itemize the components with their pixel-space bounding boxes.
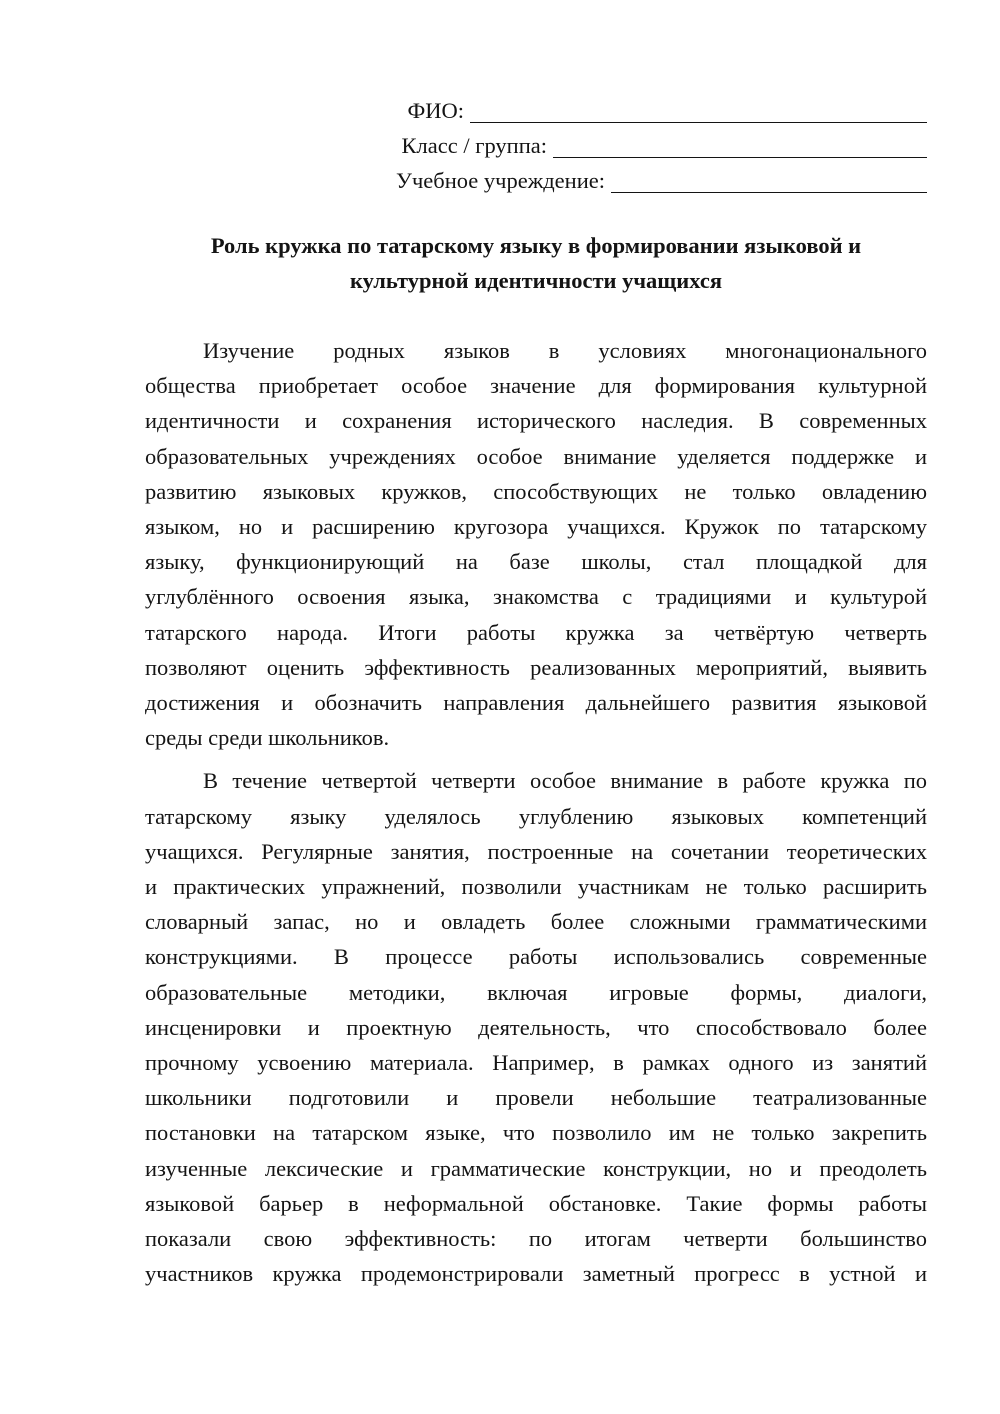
paragraph-2 [145, 763, 927, 1291]
text-line: конструкциями. В процессе работы использовались современные [145, 944, 927, 970]
document-title [145, 228, 927, 298]
class-field-row [327, 128, 927, 163]
fio-field-row [327, 93, 927, 128]
text-line: В течение четвертой четверти особое внимание в работе кружка по [203, 768, 927, 794]
fio-label: ФИО: [407, 98, 464, 123]
text-line: языку, функционирующий на базе школы, стал площадкой для [145, 549, 927, 575]
text-line: прочному усвоению материала. Например, в рамках одного из занятий [145, 1050, 927, 1076]
text-line: Изучение родных языков в условиях многонационального [203, 338, 927, 363]
text-line: участников кружка продемонстрировали заметный прогресс в устной и [145, 1261, 927, 1287]
institution-label: Учебное учреждение: [396, 168, 605, 193]
text-line: татарского народа. Итоги работы кружка за четвёртую четверть [145, 619, 927, 645]
text-line: инсценировки и проектную деятельность, что способствовало более [145, 1014, 927, 1040]
class-label: Класс / группа: [401, 133, 547, 158]
text-line: развитию языковых кружков, способствующих не только овладению [145, 478, 927, 504]
text-line: среды среди школьников. [145, 725, 390, 751]
title-line-2: культурной идентичности учащихся [349, 268, 723, 293]
text-line: образовательные методики, включая игровые формы, диалоги, [145, 979, 927, 1005]
document-body [145, 333, 927, 1291]
institution-field-row [327, 163, 927, 198]
text-line: изученные лексические и грамматические конструкции, но и преодолеть [145, 1155, 927, 1181]
title-line-1: Роль кружка по татарскому языку в формировании языковой и [210, 233, 862, 258]
text-line: учащихся. Регулярные занятия, построенные на сочетании теоретических [145, 838, 927, 864]
text-line: постановки на татарском языке, что позволило им не только закрепить [145, 1120, 927, 1146]
text-line: и практических упражнений, позволили участникам не только расширить [145, 874, 927, 900]
text-line: углублённого освоения языка, знакомства с традициями и культурой [145, 584, 927, 610]
text-line: образовательных учреждениях особое внимание уделяется поддержке и [145, 443, 927, 469]
text-line: татарскому языку уделялось углублению языковых компетенций [145, 803, 927, 829]
text-line: идентичности и сохранения исторического наследия. В современных [145, 408, 927, 434]
fio-blank-line [470, 95, 927, 123]
text-line: показали свою эффективность: по итогам четверти большинство [145, 1226, 927, 1252]
paragraph-1 [145, 333, 927, 755]
text-line: позволяют оценить эффективность реализованных мероприятий, выявить [145, 654, 927, 680]
institution-blank-line [611, 165, 927, 193]
class-blank-line [553, 130, 927, 158]
text-line: школьники подготовили и провели небольшие театрализованные [145, 1085, 927, 1111]
student-info-fields [327, 93, 927, 198]
text-line: общества приобретает особое значение для формирования культурной [145, 373, 927, 399]
text-line: словарный запас, но и овладеть более сложными грамматическими [145, 909, 927, 935]
text-line: языком, но и расширению кругозора учащихся. Кружок по татарскому [145, 514, 927, 540]
text-line: языковой барьер в неформальной обстановке. Такие формы работы [145, 1190, 927, 1216]
text-line: достижения и обозначить направления дальнейшего развития языковой [145, 690, 927, 716]
